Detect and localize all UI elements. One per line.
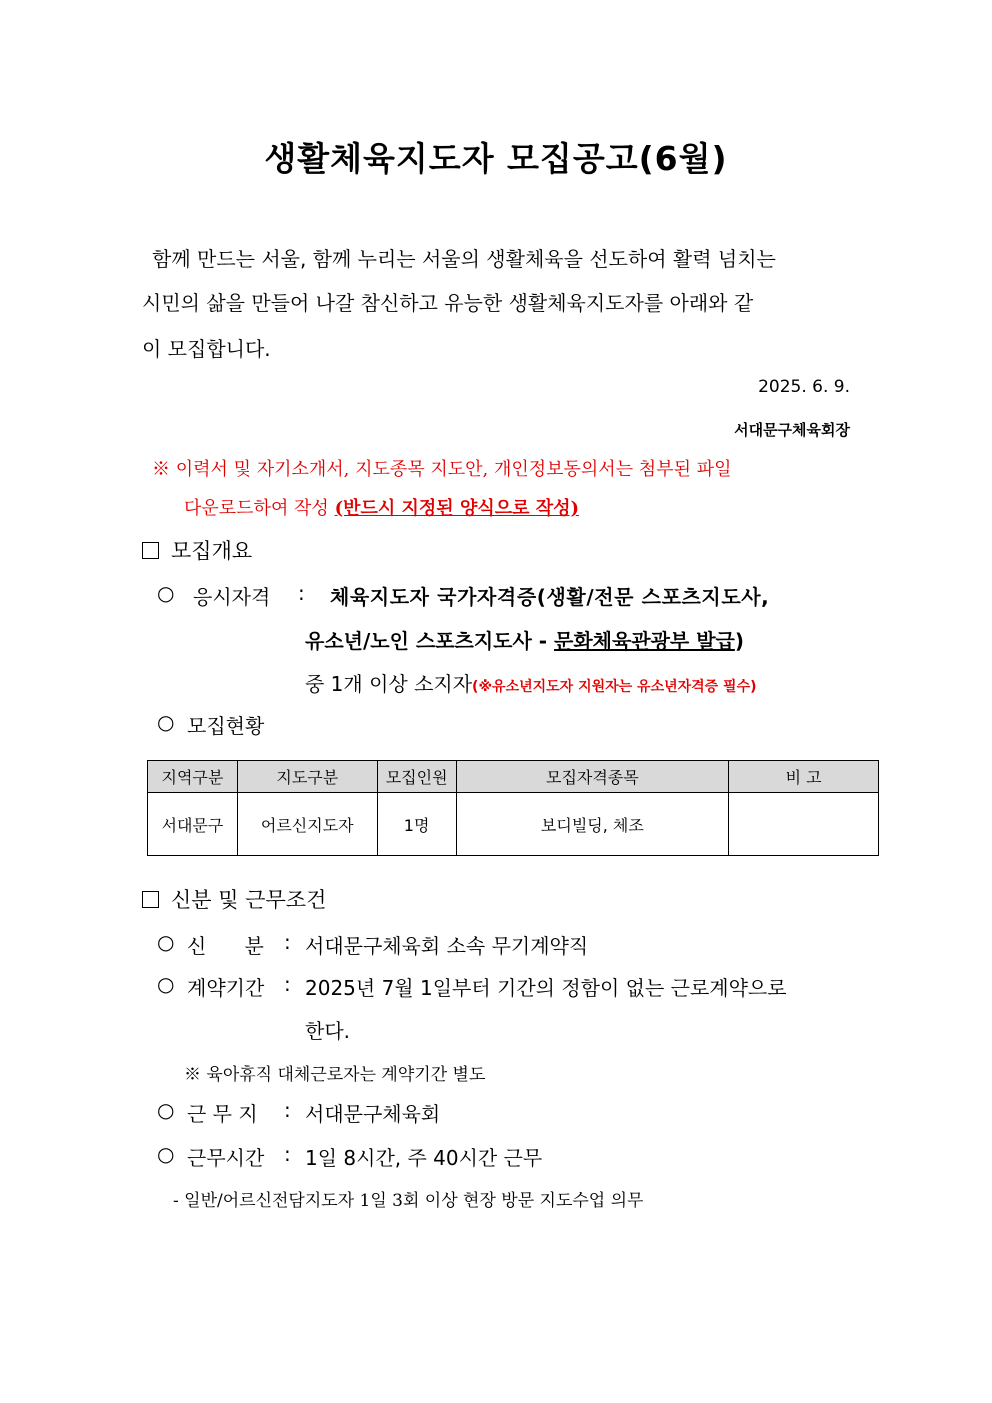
col-header-region: 지역구분 [148,761,238,793]
intro-line-2: 시민의 삶을 만들어 나갈 참신하고 유능한 생활체육지도자를 아래와 같 [142,291,754,315]
contract-period-note: ※ 육아휴직 대체근로자는 계약기간 별도 [184,1065,486,1085]
qualification-line-1: 체육지도자 국가자격증(생활/전문 스포츠지도사, [330,585,770,609]
work-place-colon: : [284,1098,291,1122]
cell-region: 서대문구 [148,793,238,856]
intro-line-3: 이 모집합니다. [142,337,271,361]
col-header-remarks: 비 고 [729,761,879,793]
cell-count: 1명 [377,793,456,856]
contract-period-label: 계약기간 [187,976,265,1000]
work-hours-colon: : [284,1142,291,1166]
youth-requirement-note: (※유소년지도자 지원자는 유소년자격증 필수) [472,679,757,695]
place-item-bullet: ○ [157,1098,175,1122]
qualification-bullet: ○ [157,581,175,605]
qualification-colon: : [298,581,305,605]
contract-period-value-2: 한다. [305,1019,350,1043]
period-item-bullet: ○ [157,972,175,996]
recruitment-table [147,760,879,856]
col-header-sport: 모집자격종목 [456,761,729,793]
status-bullet: ○ [157,710,175,734]
employment-status-label: 신 분 [187,934,264,958]
intro-line-1: 함께 만드는 서울, 함께 누리는 서울의 생활체육을 선도하여 활력 넘치는 [152,247,776,271]
section-heading-overview: 모집개요 [142,535,252,565]
checkbox-square-icon [142,542,159,559]
col-header-count: 모집인원 [377,761,456,793]
page-title: 생활체육지도자 모집공고(6월) [264,139,728,178]
hours-item-bullet: ○ [157,1142,175,1166]
cell-type: 어르신지도자 [237,793,377,856]
cell-remarks [729,793,879,856]
notice-line-1: ※ 이력서 및 자기소개서, 지도종목 지도안, 개인정보동의서는 첨부된 파일 [152,459,732,480]
contract-period-colon: : [284,972,291,996]
table-row [148,793,879,856]
ministry-issued: 문화체육관광부 발급 [554,629,735,653]
work-hours-label: 근무시간 [187,1146,265,1170]
recruitment-status-label: 모집현황 [187,714,265,738]
checkbox-square-icon [142,891,159,908]
work-place-value: 서대문구체육회 [305,1102,441,1126]
employment-status-colon: : [284,930,291,954]
announcement-date: 2025. 6. 9. [758,377,850,397]
section-heading-conditions: 신분 및 근무조건 [142,884,326,914]
cell-sport: 보디빌딩, 체조 [456,793,729,856]
status-item-bullet: ○ [157,930,175,954]
col-header-type: 지도구분 [237,761,377,793]
qualification-line-2: 유소년/노인 스포츠지도사 - 문화체육관광부 발급) [305,629,744,653]
notice-emphasis: (반드시 지정된 양식으로 작성) [334,498,580,519]
work-place-label: 근 무 지 [187,1102,258,1126]
notice-text: 다운로드하여 작성 [184,498,329,519]
organization-name: 서대문구체육회장 [734,421,850,439]
qualification-label: 응시자격 [193,585,271,609]
work-hours-value: 1일 8시간, 주 40시간 근무 [305,1146,543,1170]
notice-line-2 [184,494,579,520]
contract-period-value-1: 2025년 7월 1일부터 기간의 정함이 없는 근로계약으로 [305,976,787,1000]
employment-status-value: 서대문구체육회 소속 무기계약직 [305,934,589,958]
work-hours-note: - 일반/어르신전담지도자 1일 3회 이상 현장 방문 지도수업 의무 [173,1191,644,1211]
table-header-row [148,761,879,793]
qualification-line-3: 중 1개 이상 소지자(※유소년지도자 지원자는 유소년자격증 필수) [305,672,757,696]
